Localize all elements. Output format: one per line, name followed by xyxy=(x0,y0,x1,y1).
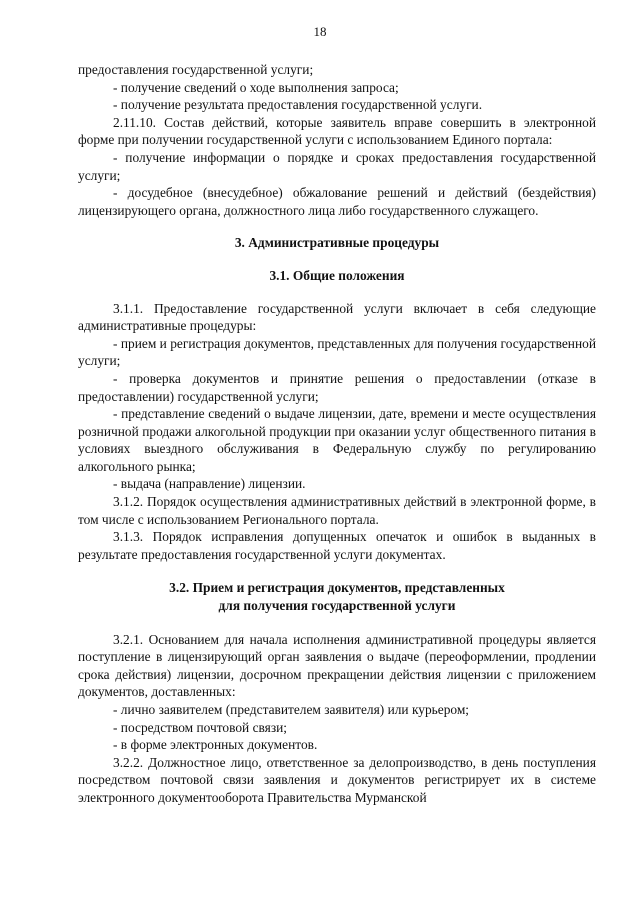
paragraph: 3.1.2. Порядок осуществления административных действий в электронной форме, в том числе с использованием Регионального портала. xyxy=(78,494,596,527)
section-heading: 3. Административные процедуры xyxy=(234,235,440,251)
page-content xyxy=(78,61,596,807)
paragraph: 3.1.1. Предоставление государственной услуги включает в себя следующие административные процедуры: xyxy=(78,300,596,334)
paragraph: 3.2.2. Должностное лицо, ответственное за делопроизводство, в день поступления посредством почтовой связи заявления и документов регистрирует их в системе электронного документооборота Правительства Мурманской xyxy=(78,754,596,805)
subsection-heading-line2: для получения государственной услуги xyxy=(218,598,456,614)
list-item: - получение результата предоставления государственной услуги. xyxy=(113,97,483,113)
list-item: - представление сведений о выдаче лицензии, дате, времени и месте осуществления розничной продажи алкогольной продукции при оказании услуг общественного питания в условиях выездного обслуживания в Федеральную службу по регулированию алкогольного рынка; xyxy=(78,406,596,474)
page-number: 18 xyxy=(313,24,327,39)
list-item: - в форме электронных документов. xyxy=(113,737,318,753)
list-item: - получение информации о порядке и сроках предоставления государственной услуги; xyxy=(78,149,596,183)
paragraph: 3.1.3. Порядок исправления допущенных опечаток и ошибок в выданных в результате предоставления государственной услуги документах. xyxy=(78,529,596,562)
subsection-heading: 3.1. Общие положения xyxy=(269,267,405,283)
paragraph: 2.11.10. Состав действий, которые заявитель вправе совершить в электронной форме при получении государственной услуги с использованием Единого портала: xyxy=(78,114,596,148)
list-item: - проверка документов и принятие решения о предоставлении (отказе в предоставлении) государственной услуги; xyxy=(78,370,596,404)
list-item: - получение сведений о ходе выполнения запроса; xyxy=(113,79,399,95)
list-item: - прием и регистрация документов, представленных для получения государственной услуги; xyxy=(78,335,596,369)
list-item: - досудебное (внесудебное) обжалование решений и действий (бездействия) лицензирующего органа, должностного лица либо государственного служащего. xyxy=(78,185,596,218)
paragraph: 3.2.1. Основанием для начала исполнения административной процедуры является поступление в лицензирующий орган заявления о выдаче (переоформлении, продлении срока действия) лицензии, досрочном прекращении действия лицензии с приложением документов, доставленных: xyxy=(78,631,596,700)
subsection-heading-line1: 3.2. Прием и регистрация документов, представленных xyxy=(169,580,505,596)
list-item: - лично заявителем (представителем заявителя) или курьером; xyxy=(113,702,470,717)
paragraph: предоставления государственной услуги; xyxy=(78,62,314,77)
list-item: - посредством почтовой связи; xyxy=(113,719,287,735)
list-item: - выдача (направление) лицензии. xyxy=(113,476,306,492)
